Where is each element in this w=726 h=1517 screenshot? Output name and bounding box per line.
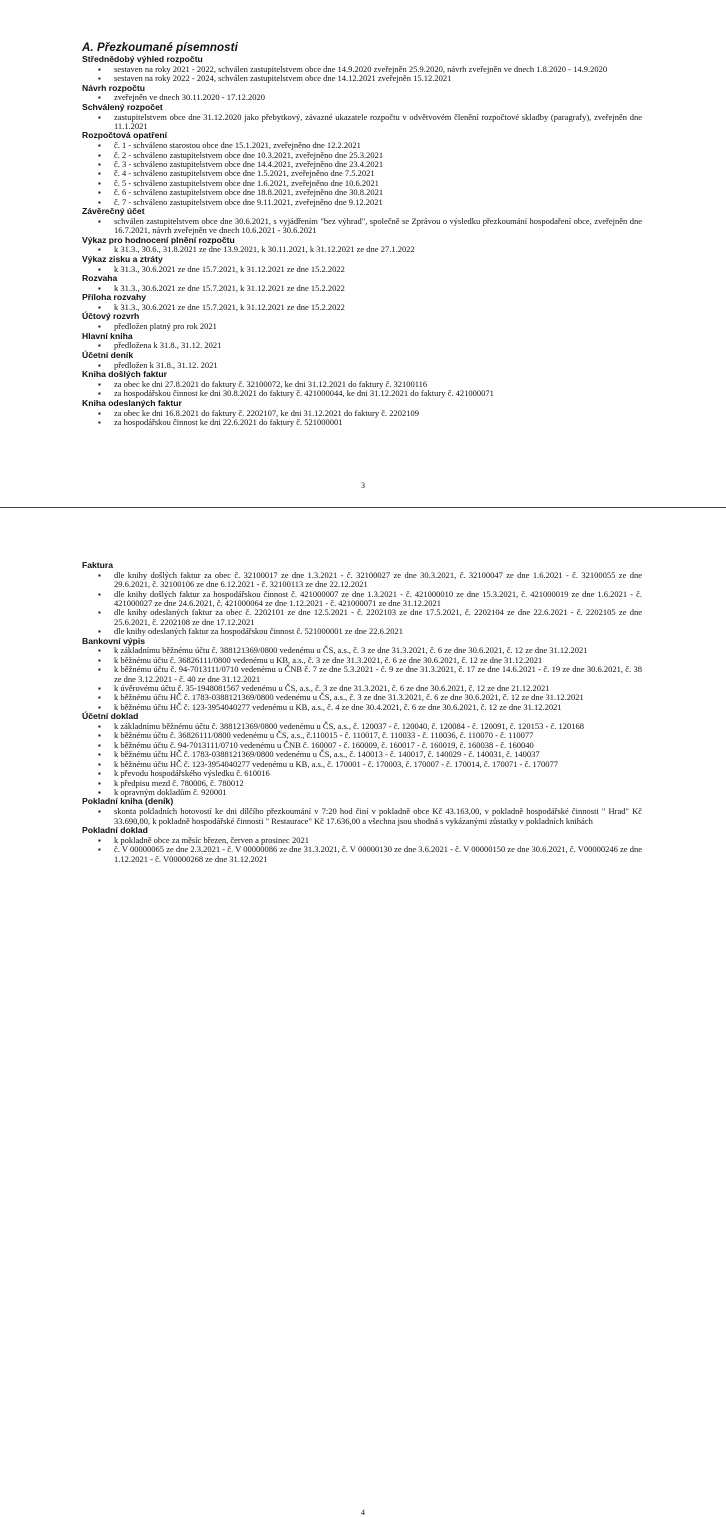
section-title: Střednědobý výhled rozpočtu	[82, 54, 203, 64]
page-number: 4	[361, 1508, 365, 1517]
list-item: ▪ k předpisu mezd č. 780006, č. 780012	[82, 779, 642, 788]
section-title: Rozpočtová opatření	[82, 130, 167, 141]
section-title: Kniha došlých faktur	[82, 369, 167, 380]
bullet-list	[82, 361, 642, 370]
list-item: ▪ za obec ke dni 16.8.2021 do faktury č. 2202107, ke dni 31.12.2021 do faktury č. 2202109	[82, 409, 642, 418]
list-item: ▪ předložen k 31.8., 31.12. 2021	[82, 361, 642, 370]
bullet-list	[82, 836, 642, 864]
section-title: Návrh rozpočtu	[82, 82, 146, 93]
list-item: ▪ k běžnému účtu HČ č. 1783-0388121369/0800 vedenému u ČS, a.s., č. 140013 - č. 140017, č. 140029 - č. 140031, č. 140037	[82, 750, 642, 759]
list-item: ▪ k úvěrovému účtu č. 35-1948081567 vedenému u ČS, a.s., č. 3 ze dne 31.3.2021, č. 6 ze dne 30.6.2021, č. 12 ze dne 21.12.2021	[82, 684, 642, 693]
list-item: ▪ předložen platný pro rok 2021	[82, 322, 642, 331]
list-item: ▪ k 31.3., 30.6.2021 ze dne 15.7.2021, k 31.12.2021 ze dne 15.2.2022	[82, 284, 642, 293]
list-item: ▪ zastupitelstvem obce dne 31.12.2020 jako přebytkový, závazné ukazatele rozpočtu v odvětvovém členění rozpočtové skladby (paragrafy), zveřejněn dne 11.1.2021	[82, 113, 642, 132]
bullet-list	[82, 341, 642, 350]
bullet-list	[82, 93, 642, 102]
section-title: Rozvaha	[82, 273, 118, 284]
section-title: Výkaz zisku a ztráty	[82, 253, 163, 264]
section-title: Účtový rozvrh	[82, 311, 140, 322]
list-item: ▪ č. 5 - schváleno zastupitelstvem obce dne 1.6.2021, zveřejněno dne 10.6.2021	[82, 179, 642, 188]
bullet-list	[82, 217, 642, 236]
list-item: ▪ k 31.3., 30.6.2021 ze dne 15.7.2021, k 31.12.2021 ze dne 15.2.2022	[82, 303, 642, 312]
section-title: Účetní deník	[82, 349, 134, 360]
list-item: ▪ k převodu hospodářského výsledku č. 610016	[82, 769, 642, 778]
list-item: ▪ k běžnému účtu č. 94-7013111/0710 vedenému u ČNB č. 7 ze dne 5.3.2021 - č. 9 ze dne 31.3.2021, č. 17 ze dne 14.6.2021 - č. 19 ze dne 30.6.2021, č. 38 ze dne 3.12.2021 - č. 40 ze dne 31.12.2021	[82, 665, 642, 684]
list-item: ▪ k základnímu běžnému účtu č. 388121369/0800 vedenému u ČS, a.s., č. 3 ze dne 31.3.2021, č. 6 ze dne 30.6.2021, č. 12 ze dne 31.12.2021	[82, 646, 642, 655]
bullet-list	[82, 141, 642, 207]
list-item: ▪ za hospodářskou činnost ke dni 30.8.2021 do faktury č. 421000044, ke dni 31.12.2021 do faktury č. 421000071	[82, 389, 642, 398]
section-title: Příloha rozvahy	[82, 292, 146, 303]
list-item: ▪ schválen zastupitelstvem obce dne 30.6.2021, s vyjádřením "bez výhrad", společně se Zprávou o výsledku přezkoumání hospodaření obce, zveřejněn dne 16.7.2021, návrh zveřejněn ve dnech 10.6.2021 - 30.6.2021	[82, 217, 642, 236]
section-title: Pokladní kniha (deník)	[82, 796, 174, 807]
page-3-content	[82, 42, 642, 427]
section-title: Pokladní doklad	[82, 824, 148, 835]
bullet-list	[82, 380, 642, 399]
bullet-list	[82, 303, 642, 312]
bullet-list	[82, 807, 642, 826]
list-item: ▪ č. 1 - schváleno starostou obce dne 15.1.2021, zveřejněno dne 12.2.2021	[82, 141, 642, 150]
section-title: Účetní doklad	[82, 711, 139, 722]
bullet-list	[82, 322, 642, 331]
bullet-list	[82, 571, 642, 637]
list-item: ▪ č. 3 - schváleno zastupitelstvem obce dne 14.4.2021, zveřejněno dne 23.4.2021	[82, 160, 642, 169]
section-title: Bankovní výpis	[82, 635, 146, 646]
page-divider	[0, 507, 726, 508]
document-page-4	[0, 512, 726, 1517]
bullet-list	[82, 722, 642, 797]
bullet-list	[82, 646, 642, 712]
list-item: ▪ k běžnému účtu HČ č. 1783-0388121369/0800 vedenému u ČS, a.s., č. 3 ze dne 31.3.2021, č. 6 ze dne 30.6.2021, č. 12 ze dne 31.12.2021	[82, 693, 642, 702]
list-item: ▪ sestaven na roky 2021 - 2022, schválen zastupitelstvem obce dne 14.9.2020 zveřejněn 25.9.2020, návrh zveřejněn ve dnech 1.8.2020 - 14.9.2020	[82, 65, 642, 74]
bullet-list	[82, 409, 642, 428]
list-item: ▪ sestaven na roky 2022 - 2024, schválen zastupitelstvem obce dne 14.12.2021 zveřejněn 15.12.2021	[82, 74, 642, 83]
list-item: ▪ k běžnému účtu č. 36826111/0800 vedenému u KB, a.s., č. 3 ze dne 31.3.2021, č. 6 ze dne 30.6.2021, č. 12 ze dne 31.12.2021	[82, 656, 642, 665]
list-item: ▪ dle knihy došlých faktur za hospodářskou činnost č. 421000007 ze dne 1.3.2021 - č. 421000010 ze dne 15.3.2021, č. 421000019 ze dne 1.6.2021 - č. 421000027 ze dne 24.6.2021, č. 421000064 ze dne 1.12.2021 - č. 421000071 ze dne 31.12.2021	[82, 590, 642, 609]
list-item: ▪ č. 7 - schváleno zastupitelstvem obce dne 9.11.2021, zveřejněno dne 9.12.2021	[82, 198, 642, 207]
bullet-list	[82, 245, 642, 254]
list-item: ▪ dle knihy odeslaných faktur za obec č. 2202101 ze dne 12.5.2021 - č. 2202103 ze dne 17.5.2021, č. 2202104 ze dne 22.6.2021 - č. 2202105 ze dne 25.6.2021, č. 2202108 ze dne 17.12.2021	[82, 608, 642, 627]
section-title: Závěrečný účet	[82, 206, 145, 217]
list-item: ▪ k 31.3., 30.6., 31.8.2021 ze dne 13.9.2021, k 30.11.2021, k 31.12.2021 ze dne 27.1.2022	[82, 245, 642, 254]
list-item: ▪ č. V 00000065 ze dne 2.3.2021 - č. V 00000086 ze dne 31.3.2021, č. V 00000130 ze dne 3.6.2021 - č. V 00000150 ze dne 30.6.2021, č. V00000246 ze dne 1.12.2021 - č. V00000268 ze dne 31.12.2021	[82, 845, 642, 864]
section-heading: A. Přezkoumané písemnosti	[82, 42, 238, 54]
list-item: ▪ za obec ke dni 27.8.2021 do faktury č. 32100072, ke dni 31.12.2021 do faktury č. 32100116	[82, 380, 642, 389]
section-title: Výkaz pro hodnocení plnění rozpočtu	[82, 234, 235, 245]
list-item: ▪ k běžnému účtu č. 36826111/0800 vedenému u ČS, a.s., č.110015 - č. 110017, č. 110033 - č. 110036, č. 110070 - č. 110077	[82, 731, 642, 740]
list-item: ▪ č. 2 - schváleno zastupitelstvem obce dne 10.3.2021, zveřejněno dne 25.3.2021	[82, 151, 642, 160]
document-page-3	[0, 0, 726, 505]
bullet-list	[82, 65, 642, 84]
page-4-content	[82, 561, 642, 864]
list-item: ▪ k běžnému účtu č. 94-7013111/0710 vedenému u ČNB č. 160007 - č. 160009, č. 160017 - č. 160019, č. 160038 - č. 160040	[82, 741, 642, 750]
list-item: ▪ zveřejněn ve dnech 30.11.2020 - 17.12.2020	[82, 93, 642, 102]
list-item: ▪ za hospodářskou činnost ke dni 22.6.2021 do faktury č. 521000001	[82, 418, 642, 427]
list-item: ▪ k běžnému účtu HČ č. 123-3954040277 vedenému u KB, a.s., č. 4 ze dne 30.4.2021, č. 6 ze dne 30.6.2021, č. 12 ze dne 31.12.2021	[82, 703, 642, 712]
list-item: ▪ dle knihy došlých faktur za obec č. 32100017 ze dne 1.3.2021 - č. 32100027 ze dne 30.3.2021, č. 32100047 ze dne 1.6.2021 - č. 32100055 ze dne 29.6.2021, č. 32100106 ze dne 6.12.2021 - č. 32100113 ze dne 22.12.2021	[82, 571, 642, 590]
list-item: ▪ č. 6 - schváleno zastupitelstvem obce dne 18.8.2021, zveřejněno dne 30.8.2021	[82, 188, 642, 197]
section-title: Kniha odeslaných faktur	[82, 397, 182, 408]
list-item: ▪ k běžnému účtu HČ č. 123-3954040277 vedenému u KB, a.s., č. 170001 - č. 170003, č. 170007 - č. 170014, č. 170071 - č. 170077	[82, 760, 642, 769]
list-item: ▪ k základnímu běžnému účtu č. 388121369/0800 vedenému u ČS, a.s., č. 120037 - č. 120040, č. 120084 - č. 120091, č. 120153 - č. 120168	[82, 722, 642, 731]
list-item: ▪ předložena k 31.8., 31.12. 2021	[82, 341, 642, 350]
list-item: ▪ k pokladně obce za měsíc březen, červen a prosinec 2021	[82, 836, 642, 845]
bullet-list	[82, 113, 642, 132]
bullet-list	[82, 265, 642, 274]
section-title: Faktura	[82, 560, 114, 570]
list-item: ▪ skonta pokladních hotovostí ke dni dílčího přezkoumání v 7:20 hod činí v pokladně obce Kč 43.163,00, v pokladně hospodářské činnosti " Hrad" Kč 33.690,00, k pokladně hospodářské činnosti " Restaurace" Kč 17.636,00 a všechna jsou shodná s vykázanými zůstatky v pokladních knihách	[82, 807, 642, 826]
section-title: Hlavní kniha	[82, 330, 133, 341]
page-number: 3	[361, 481, 365, 490]
list-item: ▪ k 31.3., 30.6.2021 ze dne 15.7.2021, k 31.12.2021 ze dne 15.2.2022	[82, 265, 642, 274]
list-item: ▪ dle knihy odeslaných faktur za hospodářskou činnost č. 521000001 ze dne 22.6.2021	[82, 627, 642, 636]
bullet-list	[82, 284, 642, 293]
section-title: Schválený rozpočet	[82, 101, 163, 112]
list-item: ▪ č. 4 - schváleno zastupitelstvem obce dne 1.5.2021, zveřejněno dne 7.5.2021	[82, 169, 642, 178]
list-item: ▪ k opravným dokladům č. 920001	[82, 788, 642, 797]
